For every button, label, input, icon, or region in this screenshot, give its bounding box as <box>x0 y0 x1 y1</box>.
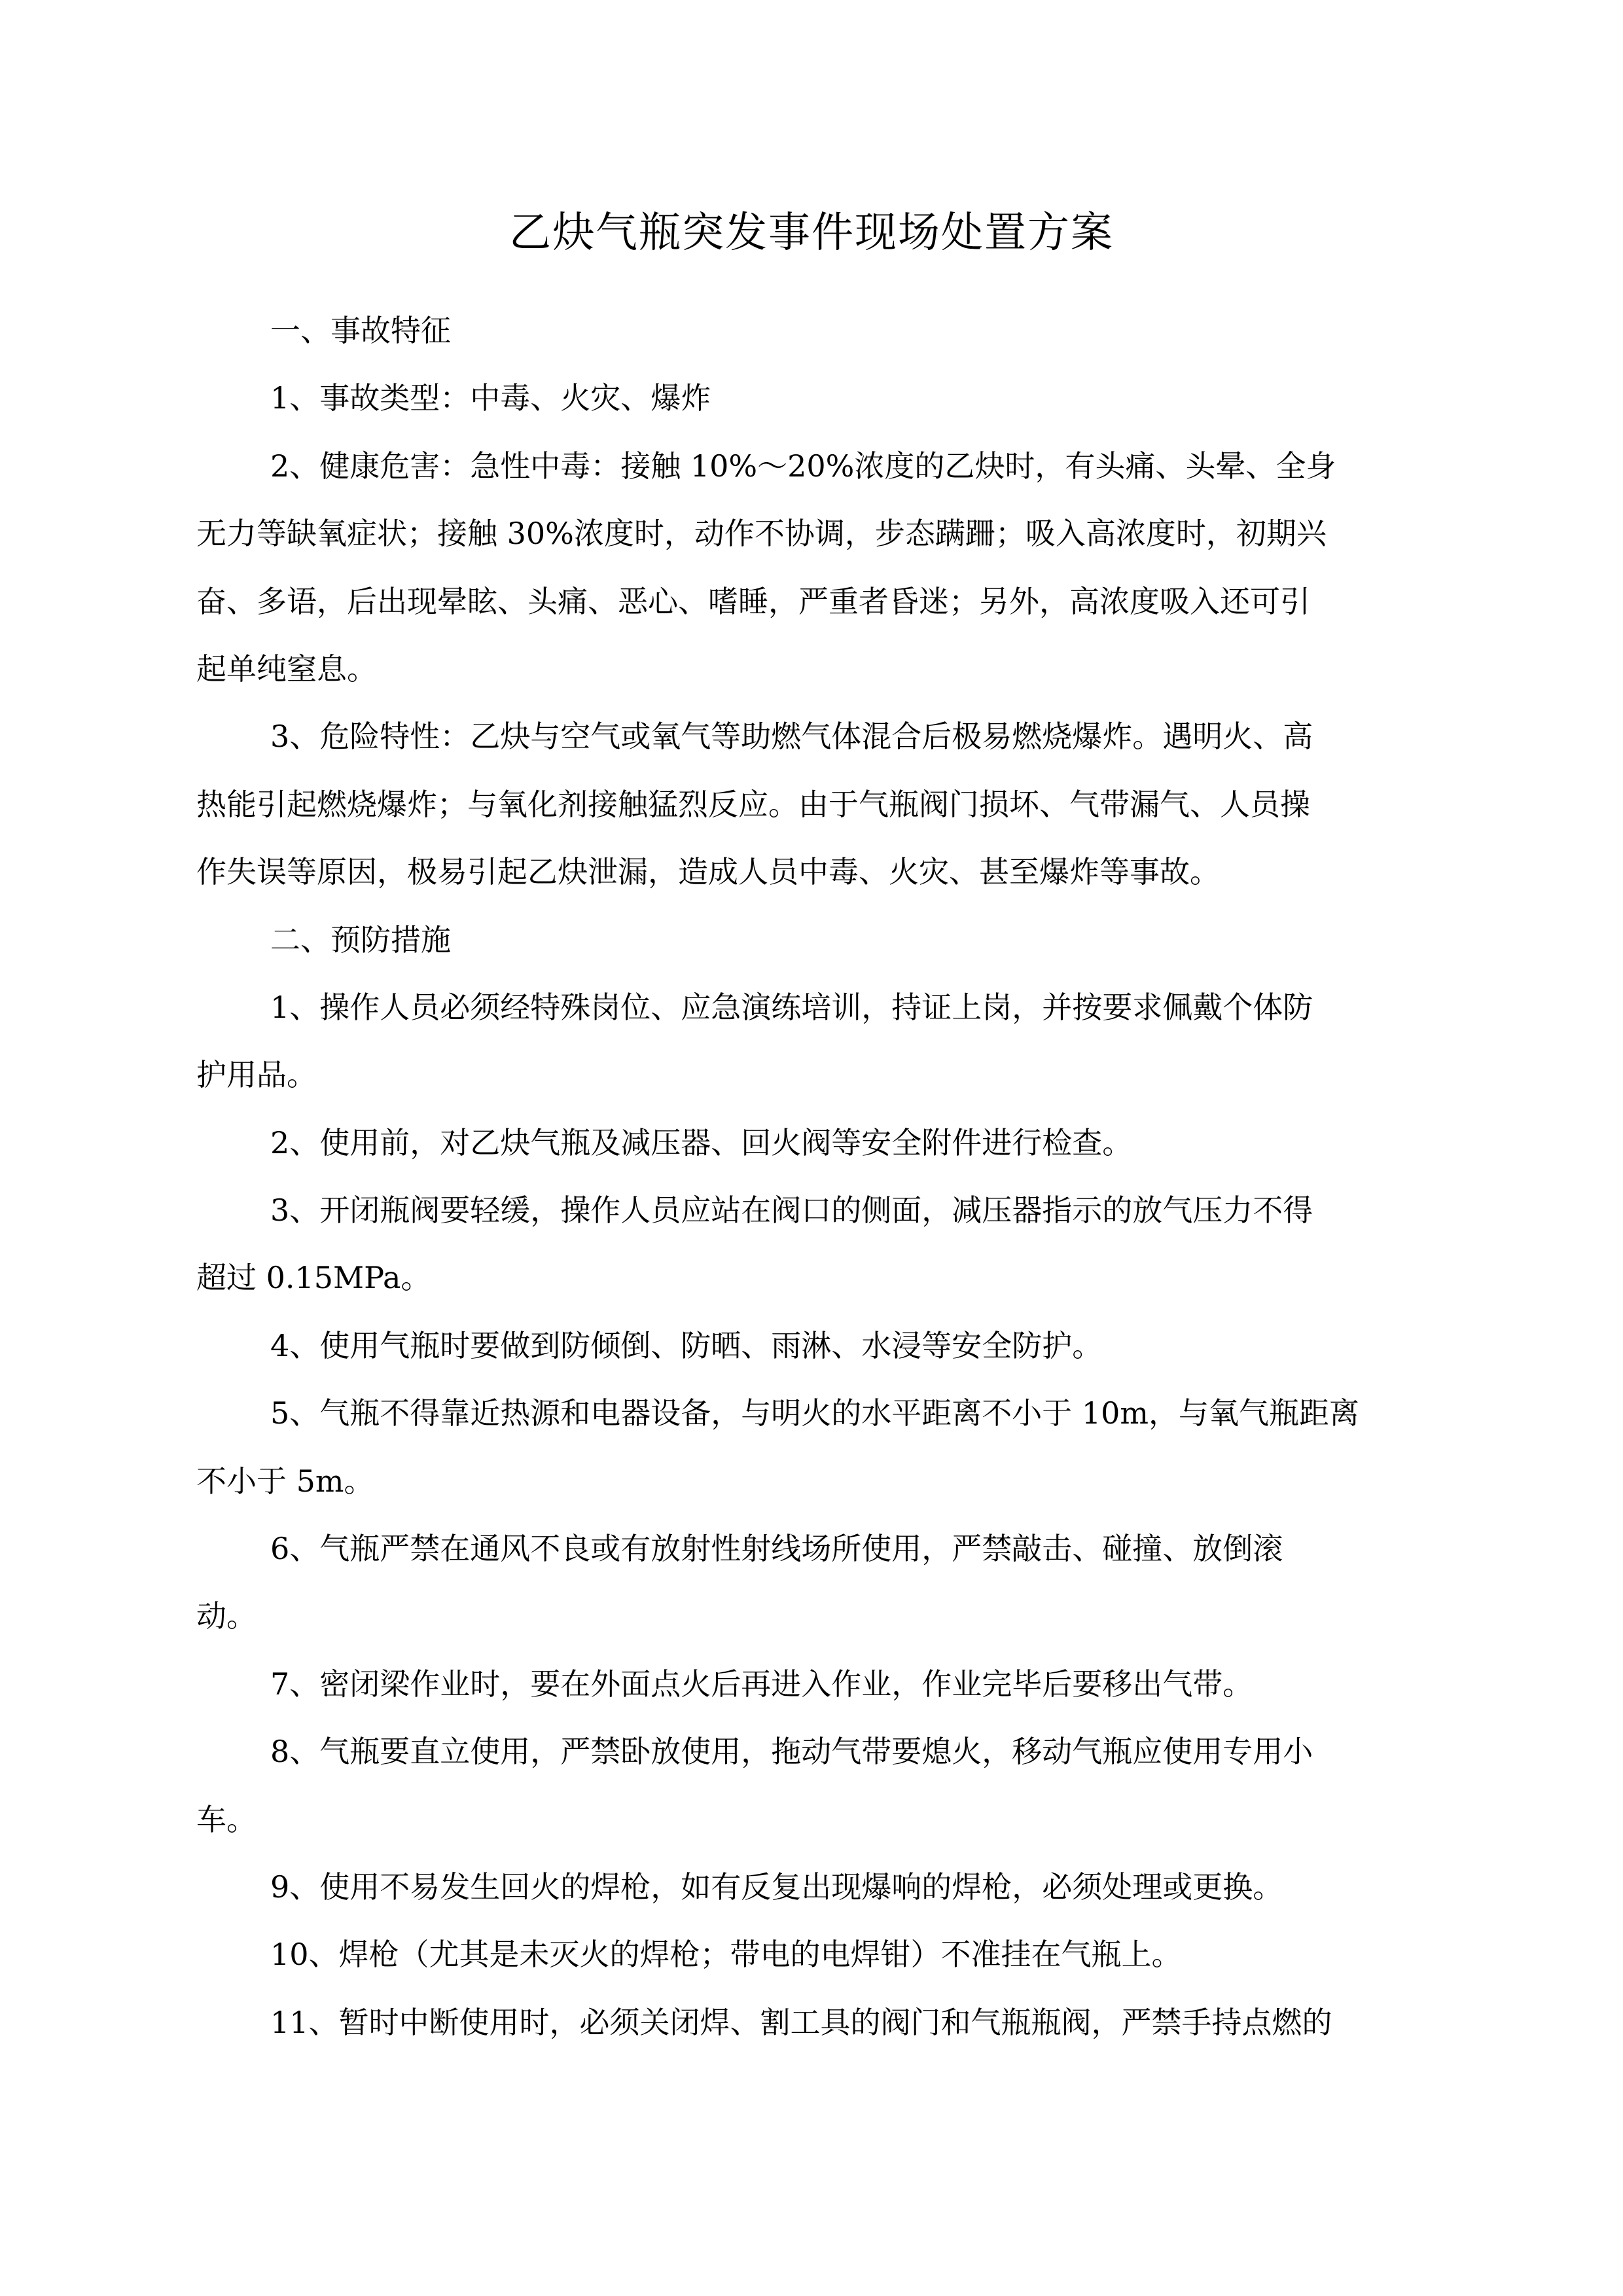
text-line: 奋、多语，后出现晕眩、头痛、恶心、嗜睡，严重者昏迷；另外，高浓度吸入还可引 <box>196 583 1310 619</box>
text-line: 二、预防措施 <box>270 922 451 958</box>
text-line: 3、危险特性：乙炔与空气或氧气等助燃气体混合后极易燃烧爆炸。遇明火、高 <box>270 719 1313 755</box>
text-line: 9、使用不易发生回火的焊枪，如有反复出现爆响的焊枪，必须处理或更换。 <box>270 1869 1283 1905</box>
text-line: 11、暂时中断使用时，必须关闭焊、割工具的阀门和气瓶瓶阀，严禁手持点燃的 <box>270 2004 1332 2040</box>
text-line: 超过 0.15MPa。 <box>196 1260 431 1296</box>
text-line: 1、事故类型：中毒、火灾、爆炸 <box>270 380 711 416</box>
text-line: 一、事故特征 <box>270 313 451 348</box>
text-line: 起单纯窒息。 <box>196 651 377 687</box>
document-title: 乙炔气瓶突发事件现场处置方案 <box>509 209 1114 257</box>
text-line: 无力等缺氧症状；接触 30%浓度时，动作不协调，步态蹒跚；吸入高浓度时，初期兴 <box>196 516 1327 552</box>
text-line: 7、密闭梁作业时，要在外面点火后再进入作业，作业完毕后要移出气带。 <box>270 1666 1253 1702</box>
text-line: 不小于 5m。 <box>196 1463 374 1499</box>
text-line: 2、使用前，对乙炔气瓶及减压器、回火阀等安全附件进行检查。 <box>270 1124 1133 1160</box>
text-line: 作失误等原因，极易引起乙炔泄漏，造成人员中毒、火灾、甚至爆炸等事故。 <box>196 854 1220 890</box>
text-line: 2、健康危害：急性中毒：接触 10%～20%浓度的乙炔时，有头痛、头晕、全身 <box>270 448 1336 484</box>
text-line: 8、气瓶要直立使用，严禁卧放使用，拖动气带要熄火，移动气瓶应使用专用小 <box>270 1734 1313 1770</box>
text-line: 热能引起燃烧爆炸；与氧化剂接触猛烈反应。由于气瓶阀门损坏、气带漏气、人员操 <box>196 786 1310 822</box>
text-line: 1、操作人员必须经特殊岗位、应急演练培训，持证上岗，并按要求佩戴个体防 <box>270 989 1313 1025</box>
text-line: 5、气瓶不得靠近热源和电器设备，与明火的水平距离不小于 10m，与氧气瓶距离 <box>270 1395 1360 1431</box>
text-line: 动。 <box>196 1598 257 1634</box>
document-body <box>196 297 1440 2056</box>
text-line: 3、开闭瓶阀要轻缓，操作人员应站在阀口的侧面，减压器指示的放气压力不得 <box>270 1193 1313 1229</box>
text-line: 4、使用气瓶时要做到防倾倒、防晒、雨淋、水浸等安全防护。 <box>270 1327 1103 1363</box>
text-line: 6、气瓶严禁在通风不良或有放射性射线场所使用，严禁敲击、碰撞、放倒滚 <box>270 1531 1283 1567</box>
text-line: 10、焊枪（尤其是未灭火的焊枪；带电的电焊钳）不准挂在气瓶上。 <box>270 1937 1182 1973</box>
text-line: 护用品。 <box>196 1057 317 1093</box>
text-line: 车。 <box>196 1801 257 1837</box>
